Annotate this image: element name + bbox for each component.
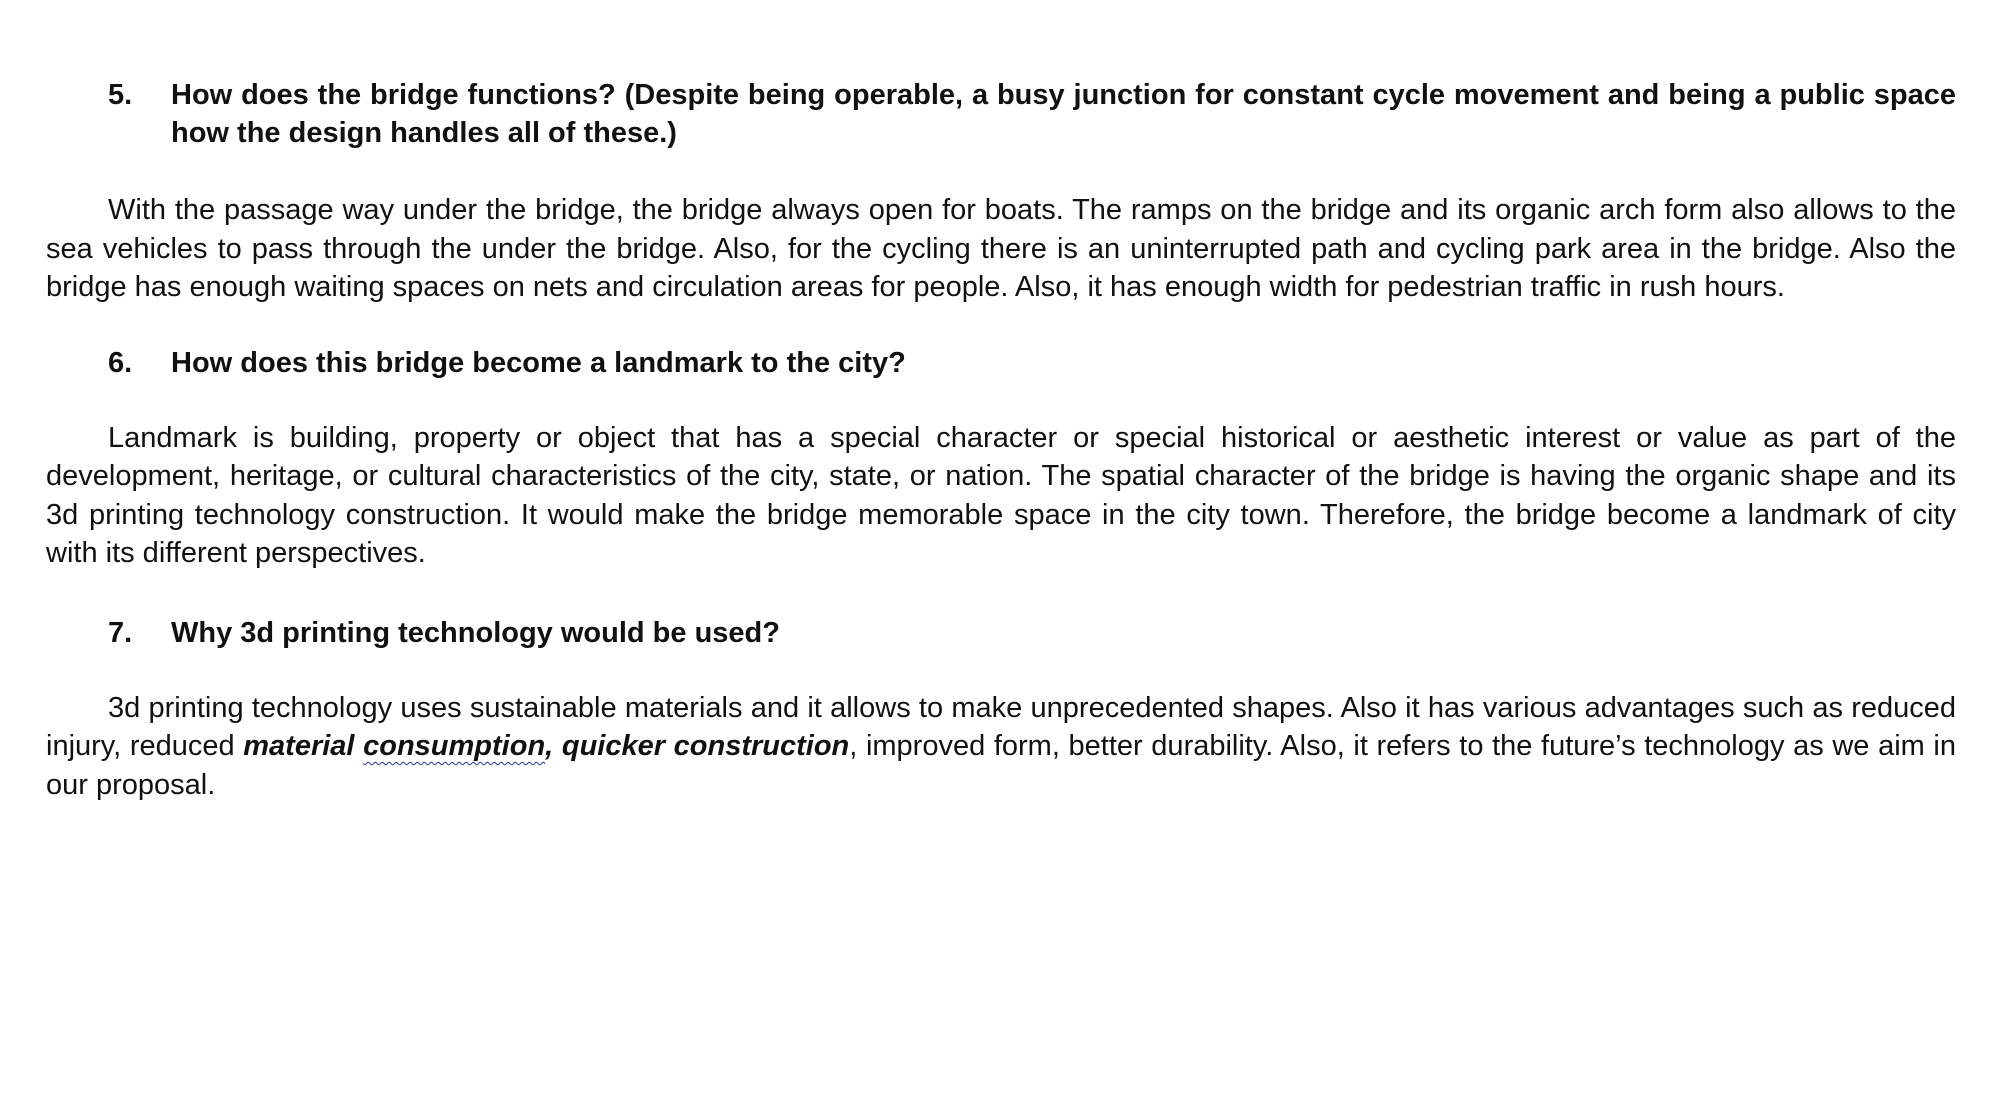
question-text: How does this bridge become a landmark to the city? (171, 346, 906, 379)
emphasized-text: , quicker construction (545, 730, 850, 762)
question-7 (46, 614, 1956, 652)
spellcheck-flagged-word[interactable]: consumption (363, 730, 546, 762)
answer-5: With the passage way under the bridge, the bridge always open for boats. The ramps on the bridge and its organic arch form also allows to the sea vehicles to pass through the under the bridge. Also, for the cycling there is an uninterrupted path and cycling park area in the bridge. Also the bridge has enough waiting spaces on nets and circulation areas for people. Also, it has enough width for pedestrian traffic in rush hours. (46, 194, 1956, 303)
answer-6: Landmark is building, property or object that has a special character or special historical or aesthetic interest or value as part of the development, heritage, or cultural characteristics of the city, state, or nation. The spatial character of the bridge is having the organic shape and its 3d printing technology construction. It would make the bridge memorable space in the city town. Therefore, the bridge become a landmark of city with its different perspectives. (46, 421, 1956, 569)
answer-7 (46, 689, 1956, 805)
question-number: 6. (108, 346, 133, 379)
question-number: 7. (108, 616, 133, 649)
question-text: Why 3d printing technology would be used? (171, 616, 780, 649)
document-page (46, 76, 1956, 804)
question-6 (46, 344, 1956, 382)
answer-text: , improved form, better durability. Also, it refers to the future’s technology as we aim in our proposal. (46, 730, 1956, 801)
question-text: How does the bridge functions? (Despite being operable, a busy junction for constant cycle movement and being a public space how the design handles all of these.) (171, 79, 1956, 149)
emphasized-text: material (243, 730, 364, 762)
question-5 (46, 76, 1956, 152)
answer-text: 3d printing technology uses sustainable materials and it allows to make unprecedented shapes. Also it has various advantages such as reduced injury, reduced (46, 691, 1956, 762)
question-number: 5. (108, 79, 133, 111)
